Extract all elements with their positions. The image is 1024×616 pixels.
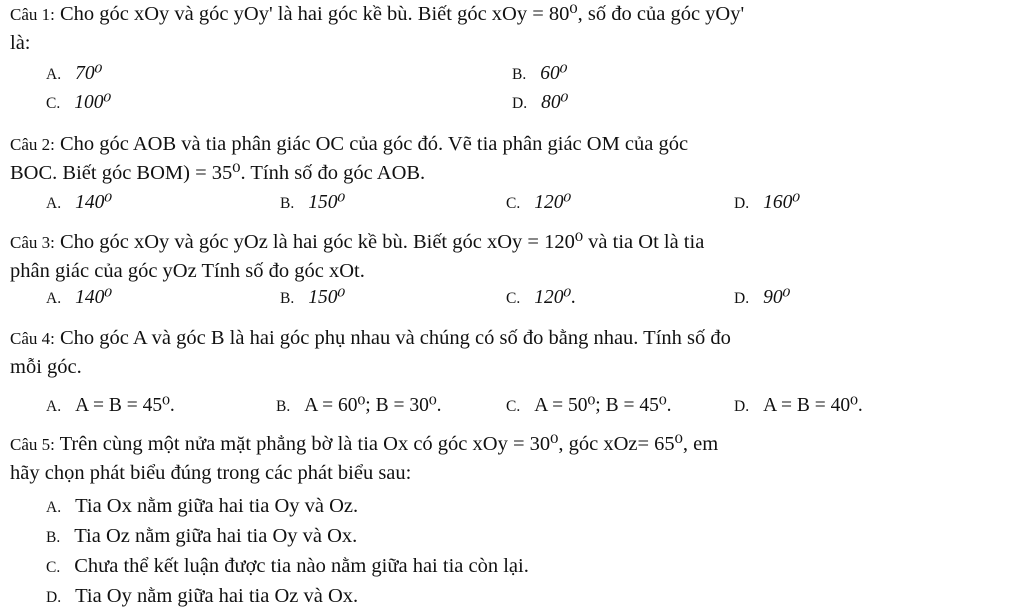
option-text: 60⁰ bbox=[540, 63, 568, 84]
option-text: 120⁰. bbox=[534, 287, 577, 308]
option-letter: D. bbox=[512, 95, 528, 112]
option bbox=[46, 494, 358, 520]
question-2 bbox=[10, 130, 1010, 187]
option-letter: A. bbox=[46, 66, 62, 83]
option-letter: B. bbox=[280, 195, 295, 212]
option bbox=[734, 191, 800, 216]
question-text: Cho góc xOy và góc yOz là hai góc kề bù. Biết góc xOy = 120⁰ và tia Ot là tia bbox=[59, 231, 705, 253]
option-letter: A. bbox=[46, 398, 62, 415]
option-letter: D. bbox=[734, 398, 750, 415]
option-letter: C. bbox=[46, 95, 61, 112]
option-text: 70⁰ bbox=[75, 63, 103, 84]
option bbox=[46, 584, 358, 610]
question-3 bbox=[10, 228, 1010, 285]
option-letter: B. bbox=[46, 529, 61, 546]
option-text: A = 60⁰; B = 30⁰. bbox=[304, 395, 442, 416]
option bbox=[506, 286, 576, 311]
option bbox=[276, 394, 442, 419]
option-letter: C. bbox=[506, 398, 521, 415]
option-letter: A. bbox=[46, 499, 62, 516]
question-text: Cho góc AOB và tia phân giác OC của góc đó. Vẽ tia phân giác OM của góc bbox=[59, 133, 689, 155]
option-letter: D. bbox=[734, 195, 750, 212]
option bbox=[46, 91, 111, 116]
option-text: 90⁰ bbox=[763, 287, 791, 308]
option bbox=[46, 524, 357, 550]
option-letter: B. bbox=[280, 290, 295, 307]
question-5 bbox=[10, 430, 1010, 487]
question-text: BOC. Biết góc BOM) = 35⁰. Tính số đo góc AOB. bbox=[10, 162, 426, 184]
question-text: là: bbox=[10, 32, 31, 54]
option-text: 140⁰ bbox=[75, 287, 113, 308]
option bbox=[512, 91, 568, 116]
option-text: Tia Oy nằm giữa hai tia Oz và Ox. bbox=[75, 585, 359, 607]
option-letter: B. bbox=[276, 398, 291, 415]
option bbox=[506, 394, 672, 419]
option bbox=[46, 394, 175, 419]
option bbox=[280, 286, 345, 311]
option bbox=[280, 191, 345, 216]
option-letter: C. bbox=[506, 195, 521, 212]
option-letter: C. bbox=[46, 559, 61, 576]
question-label: Câu 1: bbox=[10, 5, 55, 24]
question-label: Câu 2: bbox=[10, 135, 55, 154]
option bbox=[506, 191, 571, 216]
option-text: Tia Oz nằm giữa hai tia Oy và Ox. bbox=[74, 525, 358, 547]
option-letter: A. bbox=[46, 195, 62, 212]
option-text: 140⁰ bbox=[75, 192, 113, 213]
question-text: Trên cùng một nửa mặt phẳng bờ là tia Ox có góc xOy = 30⁰, góc xOz= 65⁰, em bbox=[59, 433, 719, 455]
option-text: A = 50⁰; B = 45⁰. bbox=[534, 395, 672, 416]
question-1 bbox=[10, 0, 1010, 57]
option bbox=[46, 62, 102, 87]
option-text: 150⁰ bbox=[308, 287, 346, 308]
option-letter: D. bbox=[46, 589, 62, 606]
question-4 bbox=[10, 324, 1010, 381]
option bbox=[734, 286, 790, 311]
option-text: 80⁰ bbox=[541, 92, 569, 113]
option-text: A = B = 45⁰. bbox=[75, 395, 175, 416]
question-text: hãy chọn phát biểu đúng trong các phát biểu sau: bbox=[10, 462, 412, 484]
question-text: phân giác của góc yOz Tính số đo góc xOt. bbox=[10, 260, 365, 282]
option-text: 100⁰ bbox=[74, 92, 112, 113]
option bbox=[734, 394, 863, 419]
option-letter: B. bbox=[512, 66, 527, 83]
option-text: Chưa thể kết luận được tia nào nằm giữa hai tia còn lại. bbox=[74, 555, 529, 577]
option-text: A = B = 40⁰. bbox=[763, 395, 863, 416]
option bbox=[46, 191, 112, 216]
option-letter: A. bbox=[46, 290, 62, 307]
option-letter: C. bbox=[506, 290, 521, 307]
question-text: Cho góc xOy và góc yOy' là hai góc kề bù. Biết góc xOy = 80⁰, số đo của góc yOy' bbox=[59, 3, 745, 25]
question-label: Câu 5: bbox=[10, 435, 55, 454]
option-text: 160⁰ bbox=[763, 192, 801, 213]
option-text: 150⁰ bbox=[308, 192, 346, 213]
question-text: Cho góc A và góc B là hai góc phụ nhau và chúng có số đo bằng nhau. Tính số đo bbox=[59, 327, 731, 349]
question-text: mỗi góc. bbox=[10, 356, 82, 378]
option bbox=[512, 62, 568, 87]
option bbox=[46, 554, 529, 580]
option-text: 120⁰ bbox=[534, 192, 572, 213]
question-label: Câu 3: bbox=[10, 233, 55, 252]
option-letter: D. bbox=[734, 290, 750, 307]
option-text: Tia Ox nằm giữa hai tia Oy và Oz. bbox=[75, 495, 359, 517]
option bbox=[46, 286, 112, 311]
question-label: Câu 4: bbox=[10, 329, 55, 348]
